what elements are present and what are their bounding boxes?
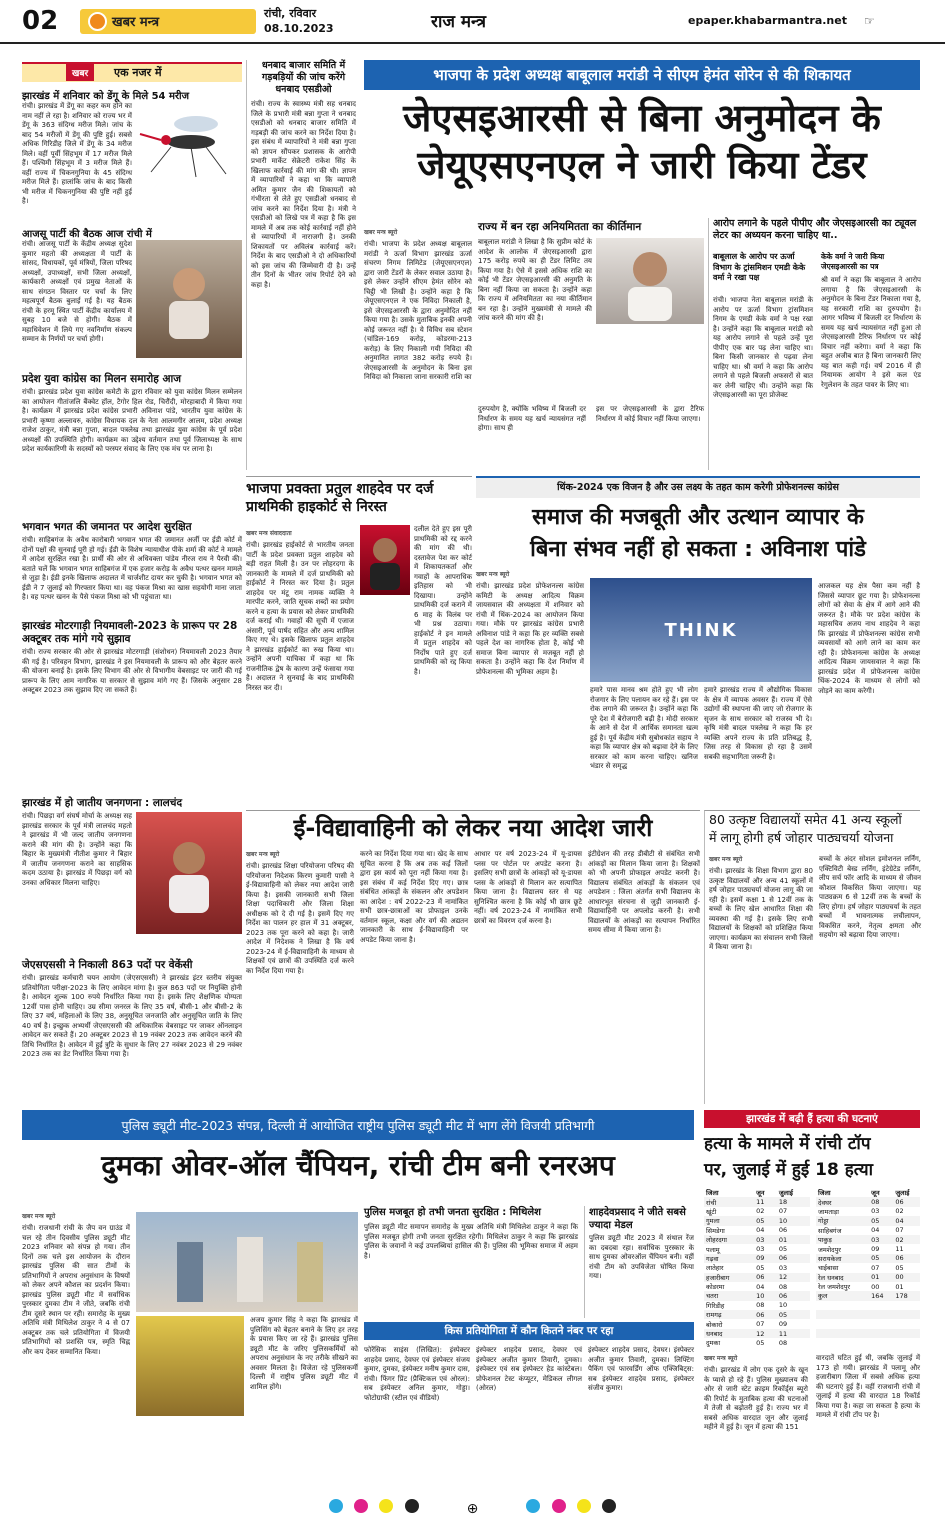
crime-body: रांची। झारखंड में लोग एक दूसरे के खून के प्यासे हो रहे हैं। पुलिस मुख्यालय की ओर से जारी स्टेट क्राइम रिकॉर्ड्स ब्यूरो की रिपोर्ट के मुताबिक हत्या की घटनाओं में तेजी से बढ़ोतरी हुई है। राज्य भर में सबसे अधिक वारदात जून और जुलाई महीने में हुई है। जून में हत्या की 151 bbox=[704, 1366, 808, 1431]
story-body: बच्चों के अंदर सोशल इमोशनल लर्निंग, एक्टिविटी बेस्ड लर्निंग, इंटेग्रेटेड लर्निंग, लीप सर्च फॉर आदि के माध्यम से जीवन कौशल विकसित किया जाएगा। यह पाठ्यक्रम 6 से 12वीं तक के बच्चों के लिए होगा। हर्ष जोहार पाठ्यचर्या के तहत बच्चों में भावनात्मक लचीलापन, विकसित करने, नेतृत्व क्षमता और सहयोग को बढ़ावा दिया जाएगा। bbox=[819, 855, 921, 939]
evidya-headline: ई-विद्यावाहिनी को लेकर नया आदेश जारी bbox=[246, 810, 700, 843]
table-cell: 02 bbox=[756, 1207, 765, 1216]
table-row bbox=[816, 1216, 920, 1225]
table-cell: 03 bbox=[871, 1235, 880, 1244]
table-row bbox=[816, 1226, 920, 1235]
brief-body: रांची। झारखंड में डेंगू का कहर कम होने का नाम नहीं ले रहा है। शनिवार को राज्य भर में डेंगू के 363 संदिग्ध मरीज मिले। जांच के बाद 54 मरीजों में डेंगू की पुष्टि हुई। सबसे अधिक गिरिडीह जिले में डेंगू के 34 मरीज मिले। वहीं पूर्वी सिंहभूम में 17 मरीज मिले हैं। पश्चिमी सिंहभूम में 3 मरीज मिले हैं। वहीं राज्य में चिकनगुनिया के 45 संदिग्ध मरीज मिले हैं। हालांकि जांच के बाद किसी भी मरीज में चिकनगुनिया की पुष्टि नहीं हुई है। bbox=[22, 102, 132, 205]
table-cell: 05 bbox=[895, 1263, 904, 1272]
table-cell bbox=[816, 1329, 869, 1338]
politician-photo bbox=[360, 525, 410, 595]
evidya-col2: करने का निर्देश दिया गया था। खेद के साथ सूचित करना है कि अब तक कई जिलों द्वारा इस कार्य को पूरा नहीं किया गया है। इस संबंध में कई निर्देश दिए गए। छात्र संबंधित आंकड़ों के संकलन और अपडेशन का आदेश : वर्ष 2022-23 में नामांकित सभी छात्र-छात्राओं का प्रोफाइल उनके वर्तमान स्कूल, कक्षा और वर्ग की अद्यतन जानकारी के साथ ई-विद्यावाहिनी पर अपडेट किया जाना है। bbox=[360, 850, 468, 944]
byline: खबर मन्त्र संवाददाता bbox=[246, 530, 292, 537]
table-cell: 06 bbox=[895, 1254, 904, 1263]
evidya-col1: रांची। झारखंड शिक्षा परियोजना परिषद की परियोजना निदेशक किरण कुमारी पासी ने ई-विद्यावाहिनी को लेकर नया आदेश जारी किया है। इसकी जानकारी सभी जिला शिक्षा पदाधिकारी और जिला शिक्षा अधीक्षक को दे दी गई है। इसमें दिए गए निर्देश का पालन हर हाल में 31 अक्टूबर, 2023 तक पूरा करने को कहा है। जारी आदेश में निदेशक ने लिखा है कि वर्ष 2023-24 में ई-विद्यावाहिनी के माध्यम से शिक्षकों एवं छात्रों की उपस्थिति दर्ज करने का निर्देश दिया गया है। bbox=[246, 862, 354, 975]
table-cell: 12 bbox=[778, 1273, 788, 1282]
table-cell: गोड्डा bbox=[818, 1217, 829, 1226]
story-body: रांची। राज्य के स्वास्थ्य मंत्री सह धनबाद जिले के प्रभारी मंत्री बन्ना गुप्ता ने धनबाद एसडीओ को धनबाद बाजार समिति में गड़बड़ी की जांच करने का निर्देश दिया है। इस संबंध में व्यापारियों ने मंत्री बन्ना गुप्ता को ज्ञापन सौंपकर प्रशासक के आरोपी प्रभारी मार्केट सेक्रेटरी राकेश सिंह के खिलाफ कार्रवाई की मांग की थी। ज्ञापन में व्यापारियों ने कहा था कि व्यापारी अमित कुमार जैन की शिकायतों को गंभीरता से लेते हुए एसडीओ धनबाद से जांच करने का निर्देश दिया है। मंत्री ने एसडीओ को लिखे पत्र में कहा है कि इस मामले में अब तक कोई कार्रवाई नहीं होने से व्यापारियों में नाराजगी है। उनकी शिकायतों पर अविलंब कार्रवाई करें। निर्देश के बाद एसडीओ ने दो अधिकारियों को इस जांच की जिम्मेवारी दी है। उन्हें तीन दिनों के भीतर जांच रिपोर्ट देने को कहा है। bbox=[251, 100, 356, 289]
table-cell: पाकुड़ bbox=[818, 1236, 832, 1245]
brief-body-cont bbox=[136, 185, 242, 220]
website-link[interactable]: epaper.khabarmantra.net bbox=[688, 14, 847, 27]
table-cell: 08 bbox=[871, 1198, 880, 1207]
table-cell: 164 bbox=[871, 1291, 884, 1300]
table-cell: 07 bbox=[895, 1226, 904, 1235]
think-headline-line2: बिना संभव नहीं हो सकता : अविनाश पांडे bbox=[530, 537, 866, 562]
table-cell: 00 bbox=[871, 1282, 880, 1291]
table-row bbox=[816, 1282, 920, 1291]
brief-title: भगवान भगत की जमानत पर आदेश सुरक्षित bbox=[22, 521, 192, 533]
mosquito-illustration bbox=[136, 102, 242, 182]
politician-photo bbox=[596, 238, 704, 324]
sidebar-brand-tag: खबर bbox=[66, 64, 94, 81]
table-row bbox=[816, 1263, 920, 1272]
crime-table-right bbox=[816, 1188, 920, 1348]
table-cell bbox=[893, 1338, 920, 1347]
sidebar-story-body: रांची। भाजपा नेता बाबूलाल मरांडी के आरोप पर ऊर्जा विभाग ट्रांसमिशन निगम के एमडी केके वर्मा ने पक्ष रखा है। उन्होंने कहा कि बाबूलाल मरांडी को यह आरोप लगाने से पहले उन्हें पूरा पीपीए एक बार पढ़ लेना चाहिए था। बिना किसी जानकार से पढ़वा लेना चाहिए था। श्री वर्मा ने कहा कि आरोप लगाने से पहले बिजली अफसरों से बात कर लेनी चाहिए थी। उन्होंने कहा कि जेएसइआरसी का पूरा प्रोजेक्ट bbox=[713, 296, 813, 399]
inset-body: बाबूलाल मरांडी ने लिखा है कि सुप्रीम कोर्ट के आदेश के आलोक में जेएसइआरसी द्वारा 175 करोड़ रुपये का ही टेंडर लिमिट तय किया गया है। ऐसे में इससे अधिक राशि का कोई भी टेंडर जेएसइआरसी की अनुमति के बिना नहीं किया जा सकता है। उन्होंने कहा कि राज्य में अनियमितता का नया कीर्तिमान बन रहा है। उन्होंने मुख्यमंत्री से मामले की जांच करने की मांग की है। bbox=[478, 238, 592, 322]
police-banner: पुलिस ड्यूटी मीट-2023 संपन्न, दिल्ली में आयोजित राष्ट्रीय पुलिस ड्यूटी मीट में भाग लेंगे विजयी प्रतिभागी bbox=[22, 1110, 694, 1140]
table-cell: 08 bbox=[778, 1282, 788, 1291]
brief-body: रांची। आजसू पार्टी के केंद्रीय अध्यक्ष सुदेश कुमार महतो की अध्यक्षता में पार्टी के सांसद, विधायकों, पूर्व मंत्रियों, जिला परिषद अध्यक्षों, उपाध्यक्षों, सभी जिला अध्यक्षों, कार्यकारी अध्यक्षों एवं प्रमुख नेताओं के साथ संगठन विस्तार पर चर्चा के लिए महत्वपूर्ण बैठक बुलाई गई है। यह बैठक रांची के हरमू स्थित पार्टी केंद्रीय कार्यालय में सुबह 10 बजे से होगी। बैठक में महाधिवेशन में लिये गए नवनिर्माण संकल्प सम्मान के निर्णयों पर चर्चा होगी। bbox=[22, 240, 132, 343]
table-cell: 07 bbox=[778, 1207, 788, 1216]
police-headline: दुमका ओवर-ऑल चैंपियन, रांची टीम बनी रनरअप bbox=[101, 1149, 615, 1182]
table-row bbox=[816, 1319, 920, 1328]
table-cell: देवघर bbox=[818, 1198, 832, 1207]
inset-headline: राज्य में बन रहा अनियमितता का कीर्तिमान bbox=[478, 221, 642, 233]
table-cell: चतरा bbox=[706, 1292, 719, 1301]
table-cell: 06 bbox=[778, 1254, 788, 1263]
table-cell: 05 bbox=[871, 1254, 880, 1263]
table-cell bbox=[869, 1338, 893, 1347]
table-row bbox=[816, 1310, 920, 1319]
crime-body-cont: वारदातें घटित हुई थी, जबकि जुलाई में 173 हो गयी। झारखंड में पलामू और हजारीबाग जिला में सबसे अधिक हत्या की घटनाएं हुई हैं। वहीं राजधानी रांची में जुलाई में हत्या की वारदात 18 रिकॉर्ड किया गया है। कहा जा सकता है हत्या के मामले में रांची टॉप पर है। bbox=[816, 1354, 920, 1419]
table-cell: 00 bbox=[895, 1273, 904, 1282]
table-row bbox=[816, 1301, 920, 1310]
table-cell: 06 bbox=[756, 1273, 765, 1282]
table-cell: जामताड़ा bbox=[818, 1207, 839, 1216]
lead-headline-line1: जेएसइआरसी से बिना अनुमोदन के bbox=[403, 96, 881, 140]
masthead bbox=[0, 0, 945, 44]
brand-logo-icon bbox=[88, 12, 107, 31]
story-headline-line2: में लागू होगी हर्ष जोहार पाठ्यचर्या योजना bbox=[709, 830, 894, 845]
crosshair-icon: ⊕ bbox=[466, 1501, 479, 1517]
brief-body: रांची। साहिबगंज के अवैध कारोबारी भगवान भगत की जमानत अर्जी पर ईडी कोर्ट में दोनों पक्षों की सुनवाई पूरी हो गई। ईडी के विशेष न्यायाधीश पीके शर्मा की कोर्ट ने मामले में आदेश सुरक्षित रखा है। प्रार्थी की ओर से अधिवक्ता पांडेय नीरज राय ने पैरवी की। बताते चलें कि भगवान भगत साहिबगंज में एक हजार करोड़ के अवैध पत्थर खनन मामले से जुड़ा है। ईडी इनके खिलाफ अदालत में चार्जशीट दायर कर चुकी है। भगवान भगत को ईडी ने 7 जुलाई को गिरफ्तार किया था। वह पंकज मिश्रा का खास सहयोगी माना जाता है। वह पत्थर खनन के पैसे पंकज मिश्रा को भी पहुंचाता था। bbox=[22, 536, 242, 601]
masthead-date: 08.10.2023 bbox=[264, 22, 334, 35]
sidebar-news-briefs bbox=[22, 60, 242, 1110]
think-headline-line1: समाज की मजबूती और उत्थान व्यापार के bbox=[532, 505, 864, 530]
brief-body: रांची। झारखंड प्रदेश युवा कांग्रेस कमेटी के द्वारा रविवार को युवा कांग्रेस मिलन सम्मेलन का आयोजन गीतांजलि बैंक्वेट हॉल, टैगोर हिल रोड, चिरौंदी, मोरहाबादी में किया गया है। कार्यक्रम में झारखंड प्रदेश कांग्रेस प्रभारी अविनाश पांडे, भारतीय युवा कांग्रेस के प्रभारी कृष्णा अल्लावरु, कांग्रेस विधायक दल के नेता आलमगीर आलम, प्रदेश अध्यक्ष राजेश ठाकुर, मंत्री बन्ना गुप्ता, बादल पत्रलेख तथा झारखंड युवा कांग्रेस के पूर्व प्रदेश अध्यक्षों की उपस्थिति होगी। कार्यक्रम का उद्देश्य वर्तमान तथा पूर्व जिलाध्यक्ष के साथ प्रदेश कार्यकारिणी के सदस्यों को परस्पर संवाद के लिए एक मंच पर लाना है। bbox=[22, 388, 242, 453]
sidebar-story-subhead: केके वर्मा ने जारी किया जेएसइआरसी का पत्र bbox=[821, 252, 885, 271]
table-cell: 05 bbox=[756, 1216, 765, 1225]
table-cell: धनबाद bbox=[706, 1330, 723, 1339]
crime-banner: झारखंड में बढ़ी हैं हत्या की घटनाएं bbox=[704, 1110, 920, 1128]
table-cell bbox=[893, 1310, 920, 1319]
table-cell: 01 bbox=[895, 1282, 904, 1291]
table-row bbox=[704, 1282, 810, 1291]
table-cell: 01 bbox=[778, 1235, 788, 1244]
table-cell: लातेहार bbox=[706, 1264, 724, 1273]
story-body-cont: दलील देते हुए इस पूरी प्राथमिकी को रद्द करने की मांग की थी। दस्तावेज पेश कर कोर्ट में शिकायतकर्ता और गवाहों के आपराधिक इतिहास को भी दिखाया। उन्होंने प्राथमिकी दर्ज कराने में 6 माह के विलंब पर भी प्रश्न उठाया। हाईकोर्ट ने इन मामले में प्रतुल शाहदेव को निर्दोष पाते हुए दर्ज प्राथमिकी को रद्द किया है। bbox=[414, 525, 472, 676]
table-header-cell: जिला bbox=[818, 1189, 831, 1198]
black-swatch-icon bbox=[602, 1499, 616, 1513]
table-cell: 06 bbox=[895, 1198, 904, 1207]
table-row bbox=[704, 1301, 810, 1310]
table-header-row bbox=[816, 1188, 920, 1197]
evidya-col3: आधार पर वर्ष 2023-24 में यू-डायस प्लस पर पोर्टल पर अपडेट करना है। इसलिए सभी छात्रों के आंकड़ों को यू-डायस प्लस के आंकड़ों से मिलान कर सत्यापित किया जाना है। विद्यालय स्तर से यह सुनिश्चित करना है कि कोई भी छात्र छूटे नहीं। वर्ष 2023-24 में नामांकित सभी छात्रों का विवरण दर्ज करना है। bbox=[474, 850, 582, 925]
table-cell: गढ़वा bbox=[706, 1254, 719, 1263]
story-headline: धनबाद बाजार समिति में गड़बड़ियों की जांच करेंगे धनबाद एसडीओ bbox=[261, 60, 346, 95]
lead-col4: इस पर जेएसइआरसी के द्वारा टैरिफ निर्धारण में कोई विचार नहीं किया जाएगा। bbox=[596, 405, 704, 423]
event-banner-text: THINK bbox=[664, 619, 738, 641]
story-body: रांची। झारखंड के शिक्षा विभाग द्वारा 80 उत्कृष्ट विद्यालयों और अन्य 41 स्कूलों में हर्ष जोहार पाठ्यचर्या योजना लागू की जा रही है। इसमें कक्षा 1 से 12वीं तक के बच्चों के लिए खेल आधारित शिक्षा की व्यवस्था की गई है। इसके लिए सभी विद्यालयों के शिक्षकों को प्रशिक्षित किया जाएगा। कार्यक्रम का संचालन सभी जिलों में किया जाना है। bbox=[709, 867, 813, 951]
table-row bbox=[704, 1338, 810, 1347]
masthead-city: रांची, रविवार bbox=[264, 7, 317, 20]
yellow-swatch-icon bbox=[577, 1499, 591, 1513]
story-body-cont2 bbox=[360, 601, 472, 801]
table-cell: सरायकेला bbox=[818, 1254, 842, 1263]
table-row bbox=[704, 1235, 810, 1244]
table-row bbox=[816, 1235, 920, 1244]
table-cell bbox=[869, 1319, 893, 1328]
lead-headline-line2: जेयूएसएनएल ने जारी किया टेंडर bbox=[417, 143, 867, 187]
table-cell: 06 bbox=[756, 1310, 765, 1319]
crime-table bbox=[704, 1188, 920, 1348]
story-body: रांची। झारखंड हाईकोर्ट से भारतीय जनता पार्टी के प्रदेश प्रवक्ता प्रतुल शाहदेव को बड़ी राहत मिली है। उन पर लोहरदगा के जानकारी के मामले में दर्ज प्राथमिकी को हाईकोर्ट ने निरस्त कर दिया है। प्रतुल शाहदेव पर मंटू राम नामक व्यक्ति ने मारपीट करने, जाति सूचक शब्दों का प्रयोग करने व हत्या के प्रयास को लेकर प्राथमिकी दर्ज कराई थी। गवाहों की सूची में एजाज अंसारी, पूर्व पार्षद सहित और अन्य शामिल किए गए थे। इसके खिलाफ प्रतुल शाहदेव ने झारखंड हाईकोर्ट का रुख किया था। उन्होंने अपनी याचिका में कहा था कि राजनीतिक द्वेष के कारण उन्हें फंसाया गया है। अदालत ने सुनवाई के बाद प्राथमिकी निरस्त कर दी। bbox=[246, 541, 354, 692]
table-row bbox=[704, 1329, 810, 1338]
table-cell: 05 bbox=[756, 1338, 765, 1347]
table-cell: गिरिडीह bbox=[706, 1301, 725, 1310]
table-cell: 04 bbox=[756, 1282, 765, 1291]
brief-body: रांची। पिछड़ा वर्ग संघर्ष मोर्चा के अध्यक्ष सह झारखंड सरकार के पूर्व मंत्री लालचंद महतो ने झारखंड में भी जल्द जातीय जनगणना कराने की मांग की है। उन्होंने कहा कि बिहार के मुख्यमंत्री नीतीश कुमार ने बिहार में जातीय जनगणना कराने का साहसिक कदम उठाया है। झारखंड में पिछड़ा वर्ग को उनका अधिकार मिलना चाहिए। bbox=[22, 812, 132, 887]
table-cell: 11 bbox=[756, 1198, 765, 1207]
table-header-cell: जुलाई bbox=[778, 1189, 793, 1198]
story-headline: पुलिस मजबूत हो तभी जनता सुरक्षित : मिथिलेश bbox=[364, 1207, 541, 1218]
table-cell bbox=[893, 1319, 920, 1328]
yellow-swatch-icon bbox=[379, 1499, 393, 1513]
table-row bbox=[704, 1207, 810, 1216]
table-cell: 02 bbox=[895, 1207, 904, 1216]
police-col1: रांची। राजधानी रांची के जैप वन ग्राउंड में चल रहे तीन दिवसीय पुलिस ड्यूटी मीट 2023 शनिवार को संपन्न हो गया। तीन दिनों तक चले इस आयोजन के दौरान झारखंड पुलिस की सात टीमों के प्रतिभागियों ने अपराध अनुसंधान के विषयों को लेकर अपने कौशल का प्रदर्शन किया। झारखंड पुलिस ड्यूटी मीट में सर्वाधिक पुरस्कार दुमका टीम ने जीते, जबकि रांची टीम दूसरे स्थान पर रही। समारोह के मुख्य अतिथि मंत्री मिथिलेश ठाकुर ने 4 से 07 अक्टूबर तक चले प्रतियोगिता में विजयी प्रतिभागियों को प्रशस्ति पत्र, स्मृति चिह्न और कप देकर सम्मानित किया। bbox=[22, 1224, 130, 1356]
table-cell: 05 bbox=[871, 1216, 880, 1225]
byline: खबर मन्त्र ब्यूरो bbox=[246, 851, 280, 858]
table-cell bbox=[869, 1310, 893, 1319]
brand-name: खबर मन्त्र bbox=[112, 15, 160, 30]
cursor-hand-icon: ☞ bbox=[864, 14, 875, 28]
lead-col1: रांची। भाजपा के प्रदेश अध्यक्ष बाबूलाल मरांडी ने ऊर्जा विभाग झारखंड ऊर्जा संचरण निगम लिमिटेड (जेयूएसएनएल) द्वारा जारी टेंडरों के लेकर सवाल उठाया है। इसे लेकर उन्होंने सीएम हेमंत सोरेन को चिट्ठी भी लिखी है। उन्होंने कहा है कि जेयूएसएनएल ने एक निविदा निकाली है, इसे जेएसइआरसी के द्वारा अनुमोदित नहीं किया गया है। उसके मुताबिक इनकी अपनी कोई जरूरत नहीं है। ये विविध सब स्टेशन (चांडिल-169 करोड़, कोडरमा-213 करोड़) के लिए निकाली गयी निविदा की अनुमानित लागत 382 करोड़ रुपये है। जेएसइआरसी के अनुमोदन के बिना इस निविदा को निकाला जाना सरकारी राशि का bbox=[364, 240, 472, 381]
black-swatch-icon bbox=[405, 1499, 419, 1513]
table-header-cell: जून bbox=[756, 1189, 765, 1198]
mithilesh-story bbox=[364, 1206, 578, 1318]
table-cell: 18 bbox=[778, 1198, 788, 1207]
table-header-cell: जुलाई bbox=[895, 1189, 910, 1198]
shahdev-story bbox=[584, 1206, 694, 1318]
table-row bbox=[704, 1216, 810, 1225]
magenta-swatch-icon bbox=[552, 1499, 566, 1513]
table-cell: 04 bbox=[756, 1226, 765, 1235]
byline: खबर मन्त्र ब्यूरो bbox=[22, 1213, 56, 1220]
table-cell: 04 bbox=[871, 1226, 880, 1235]
sidebar-story-subhead: बाबूलाल के आरोप पर ऊर्जा विभाग के ट्रांसमिशन एमडी केके वर्मा ने रखा पक्ष bbox=[713, 252, 806, 282]
table-cell: 07 bbox=[756, 1320, 765, 1329]
table-cell: गुमला bbox=[706, 1217, 720, 1226]
lead-body-area bbox=[364, 220, 704, 470]
table-cell: चाईबासा bbox=[818, 1264, 839, 1273]
think-col4: आजकल यह क्षेत्र पैसा कम नहीं है जिससे व्यापार छूट गया है। प्रोफेशनल्स लोगों को सेवा के क्षेत्र में आगे आने की जरूरत है। मौके पर प्रदेश कांग्रेस के महासचिव अजय नाथ शाहदेव ने कहा कि झारखंड में प्रोफेशनल्स कांग्रेस सभी व्यवसायों को आगे लाने का काम कर रही है। प्रोफेशनल्स कांग्रेस के अध्यक्ष आदित्य विक्रम जायसवाल ने कहा कि झारखंड प्रदेश में प्रोफेशनल्स कांग्रेस थिंक-2024 के माध्यम से लोगों को जोड़ने का काम करेगी। bbox=[818, 582, 920, 695]
sidebar-label: एक नजर में bbox=[114, 66, 162, 79]
table-cell: 10 bbox=[756, 1291, 765, 1300]
table-cell: खूंटी bbox=[706, 1207, 717, 1216]
crime-table-left bbox=[704, 1188, 810, 1348]
page-number: 02 bbox=[22, 6, 59, 36]
table-cell: 178 bbox=[895, 1291, 908, 1300]
table-cell: रांची bbox=[706, 1198, 717, 1207]
table-row bbox=[816, 1338, 920, 1347]
cyan-swatch-icon bbox=[526, 1499, 540, 1513]
cyan-swatch-icon bbox=[329, 1499, 343, 1513]
table-row bbox=[704, 1319, 810, 1328]
crime-headline-line2: पर, जुलाई में हुई 18 हत्या bbox=[704, 1160, 873, 1180]
table-cell: 05 bbox=[778, 1245, 788, 1254]
sidebar-story-body: श्री वर्मा ने कहा कि बाबूलाल ने आरोप लगाया है कि जेएसइआरसी के अनुमोदन के बिना टेंडर निकाला गया है, यह सरकारी राशि का दुरुपयोग है। आगर भविष्य में बिजली दर निर्धारण के समय यह खर्च न्यायसंगत नहीं हुआ तो जेएसइआरसी टैरिफ निर्धारण पर कोई विचार नहीं करेगा। वर्मा ने कहा कि बहुत अजीब बात है बिना जानकारी लिए यह बात कही गई। वर्ष 2016 में ही नियामक आयोग ने इसे कल एंड रेगुलेशन के तहत पावर के लिए था। bbox=[821, 276, 921, 389]
table-cell: कोडरमा bbox=[706, 1283, 725, 1292]
table-cell: कुल bbox=[818, 1292, 828, 1301]
think-banner-text: थिंक-2024 एक विजन है और उस लक्ष्य के तहत काम करेगी प्रोफेशनल्स कांग्रेस bbox=[557, 482, 839, 493]
table-cell: 06 bbox=[778, 1226, 788, 1235]
dhanbad-story bbox=[246, 60, 356, 470]
table-row bbox=[704, 1310, 810, 1319]
table-row bbox=[704, 1226, 810, 1235]
table-row bbox=[816, 1291, 920, 1300]
brief-body: रांची। झारखंड कर्मचारी चयन आयोग (जेएसएससी) ने झारखंड इंटर स्तरीय संयुक्त प्रतियोगिता परीक्षा-2023 के लिए आवेदन मांगा है। कुल 863 पदों पर नियुक्ति होनी है। आवेदन शुल्क 100 रुपये निर्धारित किया गया है। इसके लिए शैक्षणिक योग्यता 12वीं पास होनी चाहिए। उम्र सीमा जनरल के लिए 35 वर्ष, बीसी-1 और बीसी-2 के लिए 37 वर्ष, महिलाओं के लिए 38, अनुसूचित जनजाति और अनुसूचित जाति के लिए 40 वर्ष है। इच्छुक अभ्यर्थी जेएसएससी की अधिकारिक वेबसाइट पर जाकर ऑनलाइन आवेदन कर सकते हैं। 20 अक्टूबर 2023 से 19 नवंबर 2023 तक आवेदन करने की तिथि निर्धारित है। आवेदन में हुई त्रुटि के सुधार के लिए 27 नवंबर 2023 से 29 नवंबर 2023 तक का डेट निर्धारित किया गया है। bbox=[22, 974, 242, 1058]
byline: खबर मन्त्र ब्यूरो bbox=[476, 571, 510, 578]
section-name: राज मन्त्र bbox=[431, 12, 486, 32]
table-row bbox=[704, 1273, 810, 1282]
table-row bbox=[704, 1197, 810, 1206]
table-cell bbox=[869, 1329, 893, 1338]
table-cell: 02 bbox=[895, 1235, 904, 1244]
table-cell: सिमडेगा bbox=[706, 1226, 725, 1235]
brief-body: रांची। राज्य सरकार की ओर से झारखंड मोटरगाड़ी (संशोधन) नियमावली 2023 तैयार की गई है। परिवहन विभाग, झारखंड ने इस नियमावली के प्रारूप को और बेहतर करने की योजना बनाई है। इसके लिए विभाग की ओर से विभागीय वेबसाइट पर जारी की गई प्रारूप के लिए आम नागरिक या सरकार से सुझाव मांगे गए हैं। जिसके अनुसार 28 अक्टूबर 2023 तक सुझाव दिए जा सकते हैं। bbox=[22, 648, 242, 694]
table-cell: 03 bbox=[756, 1245, 765, 1254]
table-row bbox=[704, 1244, 810, 1253]
table-header-row bbox=[704, 1188, 810, 1197]
magenta-swatch-icon bbox=[354, 1499, 368, 1513]
table-cell: 09 bbox=[871, 1245, 880, 1254]
table-cell bbox=[869, 1301, 893, 1310]
table-header-cell: जिला bbox=[706, 1189, 719, 1198]
table-header-cell: जून bbox=[871, 1189, 880, 1198]
print-registration-marks bbox=[0, 1498, 945, 1517]
table-cell: जमशेदपुर bbox=[818, 1245, 841, 1254]
pratul-story bbox=[246, 476, 472, 806]
table-cell: 05 bbox=[756, 1263, 765, 1272]
table-row bbox=[816, 1273, 920, 1282]
lead-sidebar-story bbox=[708, 218, 920, 470]
table-row bbox=[704, 1254, 810, 1263]
lead-col3: दुरुपयोग है, क्योंकि भविष्य में बिजली दर निर्धारण के समय यह खर्च न्यायसंगत नहीं होगा। साथ ही bbox=[478, 405, 586, 432]
table-cell: 01 bbox=[871, 1273, 880, 1282]
table-cell: 09 bbox=[778, 1320, 788, 1329]
table-cell: पलामू bbox=[706, 1245, 720, 1254]
brief-title: झारखंड में हो जातीय जनगणना : लालचंद bbox=[22, 797, 183, 809]
sidebar-story-headline: आरोप लगाने के पहले पीपीए और जेएसइआरसी का ट्यूवल लेटर का अध्ययन करना चाहिए था.. bbox=[713, 218, 917, 241]
byline: खबर मन्त्र ब्यूरो bbox=[364, 229, 398, 236]
table-cell: 03 bbox=[778, 1263, 788, 1272]
table-cell: 12 bbox=[756, 1329, 765, 1338]
story-headline: 80 उत्कृष्ट विद्यालयों समेत 41 अन्य स्कूलों bbox=[709, 812, 902, 827]
table-row bbox=[704, 1291, 810, 1300]
table-cell: 03 bbox=[871, 1207, 880, 1216]
table-cell: साहिबगंज bbox=[818, 1226, 842, 1235]
think-col1: रांची। झारखंड प्रदेश प्रोफेशनल्स कांग्रेस कमिटी के अध्यक्ष आदित्य विक्रम जायसवाल की अध्यक्षता में शनिवार को रांची में थिंक-2024 का आयोजन किया गया। मौके पर झारखंड कांग्रेस प्रभारी अविनाश पांडे ने कहा कि हर व्यक्ति सबसे पहले देश का नागरिक होता है, कोई भी समाज बिना व्यापार से मजबूत नहीं हो सकता है। उन्होंने कहा कि देश निर्माण में प्रोफेशनल्स की भूमिका अहम है। bbox=[476, 582, 584, 676]
table-cell: 04 bbox=[895, 1216, 904, 1225]
table-cell: 10 bbox=[778, 1301, 788, 1310]
table-cell bbox=[893, 1301, 920, 1310]
brief-title: झारखंड में शनिवार को डेंगू के मिले 54 मरीज bbox=[22, 91, 190, 102]
byline: खबर मन्त्र ब्यूरो bbox=[704, 1355, 738, 1362]
contest-banner: किस प्रतियोगिता में कौन कितने नंबर पर रहा bbox=[364, 1322, 694, 1340]
police-ceremony-photo bbox=[136, 1316, 244, 1416]
police-col2: अजय कुमार सिंह ने कहा कि झारखंड में पुलिसिंग को बेहतर बनाने के लिए हर तरह के प्रयास किए जा रहे हैं। झारखंड पुलिस ड्यूटी मीट के जरिए पुलिसकर्मियों को अपराध अनुसंधान के नए तरीके सीखने का अवसर मिलता है। विजेता रहे पुलिसकर्मी दिल्ली में राष्ट्रीय पुलिस ड्यूटी मीट में शामिल होंगे। bbox=[250, 1316, 358, 1391]
harsh-story bbox=[704, 810, 920, 1104]
police-col1-cont bbox=[136, 1420, 244, 1490]
table-cell: 06 bbox=[778, 1291, 788, 1300]
lead-banner: भाजपा के प्रदेश अध्यक्ष बाबूलाल मरांडी ने सीएम हेमंत सोरेन से की शिकायत bbox=[364, 60, 920, 90]
table-row bbox=[704, 1263, 810, 1272]
table-cell: 08 bbox=[756, 1301, 765, 1310]
table-cell: 05 bbox=[778, 1310, 788, 1319]
person-photo bbox=[136, 812, 242, 934]
table-row bbox=[816, 1254, 920, 1263]
table-cell bbox=[816, 1301, 869, 1310]
story-body: पुलिस ड्यूटी मीट 2023 में संथाल रेंज का दबदबा रहा। सर्वाधिक पुरस्कार के साथ दुमका ओवरऑल चैंपियन बनी। वहीं रांची टीम को उपविजेता घोषित किया गया। bbox=[589, 1234, 694, 1280]
think-banner bbox=[476, 476, 920, 498]
table-cell: रामगढ़ bbox=[706, 1311, 722, 1320]
table-row bbox=[816, 1329, 920, 1338]
table-cell bbox=[816, 1338, 869, 1347]
think-col2: हमारे पास मानव श्रम होते हुए भी लोग रोजगार के लिए पलायन कर रहे हैं। इस पर रोक लगाने की जरूरत है। उन्होंने कहा कि पूरे देश में बेरोजगारी बढ़ी है। मोदी सरकार के आने से देश में आर्थिक समानता खत्म हुई है। पूर्व केंद्रीय मंत्री सुबोधकांत सहाय ने कहा कि व्यापार क्षेत्र को बढ़ावा देने के लिए सरकार को काम करना चाहिए। खनिज भंडार से समृद्ध bbox=[590, 686, 698, 770]
story-body: पुलिस ड्यूटी मीट समापन समारोह के मुख्य अतिथि मंत्री मिथिलेश ठाकुर ने कहा कि पुलिस मजबूत होगी तभी जनता सुरक्षित रहेगी। मिथिलेश ठाकुर ने कहा कि झारखंड पुलिस के जवानों ने कई उपलब्धियां हासिल की हैं। पुलिस की भूमिका समाज में अहम है। bbox=[364, 1223, 578, 1260]
story-headline: शाहदेवप्रसाद ने जीते सबसे ज्यादा मेडल bbox=[589, 1207, 686, 1231]
crime-headline-line1: हत्या के मामले में रांची टॉप bbox=[704, 1134, 871, 1154]
police-ceremony-photo bbox=[136, 1212, 358, 1312]
table-cell: 08 bbox=[778, 1338, 788, 1347]
table-row bbox=[816, 1244, 920, 1253]
table-cell bbox=[816, 1310, 869, 1319]
person-photo bbox=[136, 240, 242, 358]
contest-col1: फोरेंसिक साइंस (लिखित): इंस्पेक्टर शाहदेव प्रसाद, देवघर एवं इंस्पेक्टर संजय कुमार, दुमका, इंस्पेक्टर मनीष कुमार दास, रांची। फिंगर प्रिंट (प्रैक्टिकल एवं ओरल): सब इंस्पेक्टर अनिल कुमार, गोड्डा। फोटोग्राफी (स्टील एवं वीडियो) bbox=[364, 1346, 470, 1402]
table-row bbox=[816, 1207, 920, 1216]
brief-title: आजसू पार्टी की बैठक आज रांची में bbox=[22, 229, 152, 240]
table-cell: 09 bbox=[756, 1254, 765, 1263]
think-col3: हमारे झारखंड राज्य में औद्योगिक विकास के क्षेत्र में व्यापक अवसर हैं। राज्य में ऐसे उद्योगों की स्थापना की जाए जो रोजगार के सृजन के साथ सरकार को राजस्व भी दे। कृषि मंत्री बादल पत्रलेख ने कहा कि हर व्यक्ति अपने राज्य के प्रति प्रतिबद्ध है, जिस तरह से विकास हो रहा है उसमें सबकी सहभागिता जरूरी है। bbox=[704, 686, 812, 761]
brief-title: झारखंड मोटरगाड़ी नियमावली-2023 के प्रारूप पर 28 अक्टूबर तक मांगे गये सुझाव bbox=[22, 620, 238, 645]
table-cell: रेल धनबाद bbox=[818, 1273, 844, 1282]
table-cell: रेल जमशेदपुर bbox=[818, 1283, 851, 1292]
table-cell: बोकारो bbox=[706, 1320, 723, 1329]
story-headline: भाजपा प्रवक्ता प्रतुल शाहदेव पर दर्ज प्राथमिकी हाइकोर्ट से निरस्त bbox=[246, 481, 434, 515]
table-cell: 11 bbox=[778, 1329, 788, 1338]
table-cell bbox=[816, 1319, 869, 1328]
brief-title: प्रदेश युवा कांग्रेस का मिलन समारोह आज bbox=[22, 373, 182, 385]
byline: खबर मन्त्र ब्यूरो bbox=[709, 856, 743, 863]
event-photo bbox=[590, 578, 812, 682]
table-cell: 11 bbox=[895, 1245, 904, 1254]
table-cell: हजारीबाग bbox=[706, 1273, 730, 1282]
contest-col2: इंस्पेक्टर शाहदेव प्रसाद, देवघर एवं इंस्पेक्टर अजीत कुमार तिवारी, दुमका। इंस्पेक्टर एवं सब इंस्पेक्टर हेड कांस्टेबल। प्रोफेशनल टेस्ट कंप्यूटर, मेडिकल लीगल (ओरल) bbox=[476, 1346, 582, 1392]
table-cell: दुमका bbox=[706, 1339, 721, 1348]
evidya-col4: इंटीग्रेशन की तरह डीबीटी से संबंधित सभी आंकड़ों का मिलान किया जाना है। शिक्षकों को भी अपनी प्रोफाइल अपडेट करनी है। विद्यालय संबंधित आंकड़ों के संकलन एवं अपडेशन : जिला अंतर्गत सभी विद्यालय के आधारभूत संरचना से जुड़ी जानकारी ई-विद्यावाहिनी पर अपलोड करनी है। सभी विद्यालयों के आंकड़ों का सत्यापन निर्धारित समय सीमा में किया जाना है। bbox=[588, 850, 700, 934]
table-cell bbox=[893, 1329, 920, 1338]
table-cell: 03 bbox=[756, 1235, 765, 1244]
table-cell: लोहरदगा bbox=[706, 1236, 727, 1245]
brief-title: जेएसएससी ने निकाली 863 पदों पर वेकेंसी bbox=[22, 959, 193, 971]
table-row bbox=[816, 1197, 920, 1206]
table-cell: 07 bbox=[871, 1263, 880, 1272]
contest-col3: इंस्पेक्टर शाहदेव प्रसाद, देवघर। इंस्पेक्टर अजीत कुमार तिवारी, दुमका। लिफ्टिंग पैकिंग एवं फारवर्डिंग ऑफ एक्जिबिट्स: सब इंस्पेक्टर शाहदेव प्रसाद, इंस्पेक्टर संजीव कुमार। bbox=[588, 1346, 694, 1392]
table-cell: 10 bbox=[778, 1216, 788, 1225]
